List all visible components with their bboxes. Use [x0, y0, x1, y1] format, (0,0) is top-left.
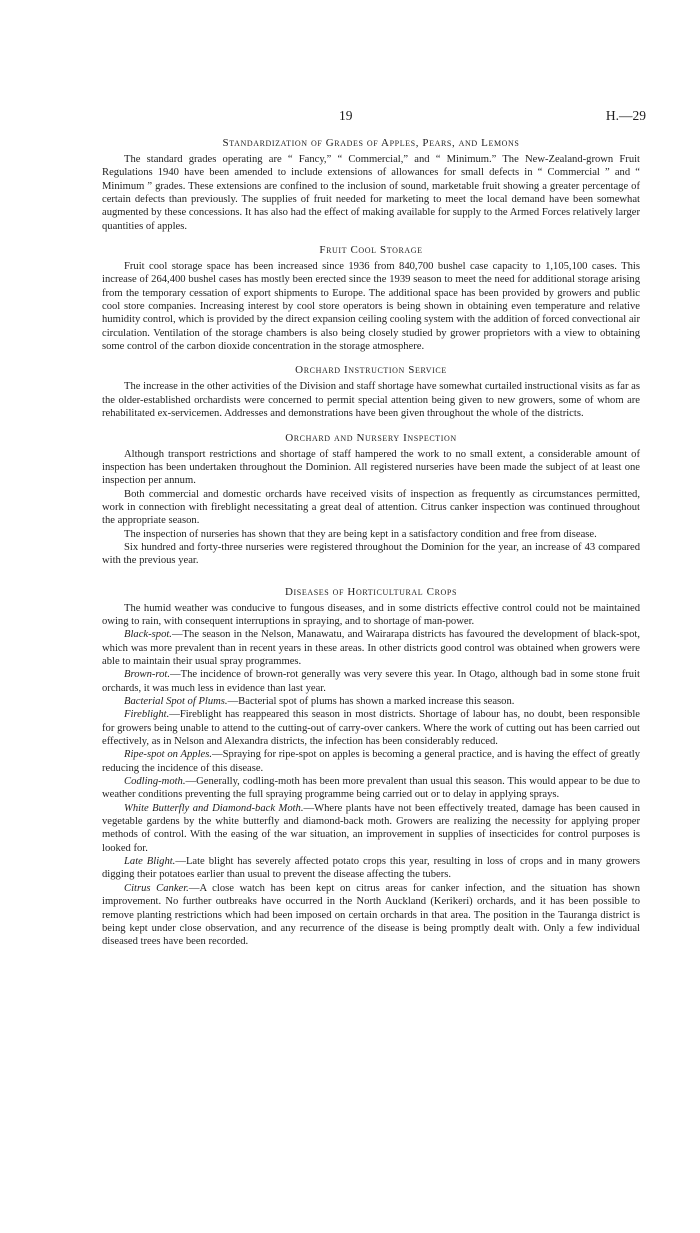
paragraph-text: Six hundred and forty-three nurseries were registered throughout the Dominion for the year, an increase of 43 compared with the previous year.	[102, 541, 640, 567]
paragraph-lead: Fireblight.	[124, 709, 170, 721]
paragraph-text: —Late blight has severely affected potato crops this year, resulting in loss of crops and in many growers digging their potatoes earlier than usual to prevent the disease affecting the tubers.	[102, 856, 641, 881]
section-heading: Orchard and Nursery Inspection	[285, 431, 457, 444]
paragraph-text: —Generally, codling-moth has been more prevalent than usual this season. This would appear to be due to weather conditions preventing the full spraying programme being carried out or to delay in applying sprays.	[102, 776, 640, 801]
page-body	[102, 137, 640, 960]
paragraph	[102, 668, 640, 695]
paragraph	[102, 488, 640, 528]
paragraph-text: —Fireblight has reappeared this season in most districts. Shortage of labour has, no doubt, been responsible for growers being unable to attend to the cutting-out of carry-over cankers. Where the work of cutting out has been carried out effectively, as in Nelson and Alexandra districts, the infection has been considerably reduced.	[102, 709, 640, 748]
paragraph	[102, 802, 640, 855]
paragraph-text: —A close watch has been kept on citrus areas for canker infection, and the situation has shown improvement. No further outbreaks have occurred in the North Auckland (Kerikeri) orchards, and it has been possible to remove planting restrictions which had been imposed on certain orchards in that area. The position in the Tauranga district is being kept under close observation, and any recurrence of the disease is being promptly dealt with. Only a few individual diseased trees have been recorded.	[102, 882, 641, 948]
section-heading: Orchard Instruction Service	[295, 364, 447, 377]
paragraph	[102, 602, 640, 629]
paragraph	[102, 541, 640, 568]
paragraph-lead: Black-spot.	[124, 629, 172, 641]
paragraph-text: —Spraying for ripe-spot on apples is becoming a general practice, and is having the effect of greatly reducing the incidence of this disease.	[102, 749, 641, 774]
paragraph-text: The humid weather was conducive to fungous diseases, and in some districts effective control could not be maintained owing to rain, with consequent interruptions in spraying, and to shortage of man-power.	[102, 602, 640, 627]
paragraph-text: —The incidence of brown-rot generally was very severe this year. In Otago, although bad in some stone fruit orchards, it was much less in evidence than last year.	[102, 669, 640, 694]
paragraph-text: —Bacterial spot of plums has shown a marked increase this season.	[227, 696, 515, 707]
paragraph-text: The increase in the other activities of the Division and staff shortage have somewhat curtailed instructional visits as far as the older-established orchardists were concerned to permit special attention being given to new growers, some of whom are rehabilitated ex-servicemen. Addresses and demonstrations have been given throughout the whole of the districts.	[102, 381, 640, 420]
paragraph-text: Both commercial and domestic orchards have received visits of inspection as frequently as circumstances permitted, work in connection with fireblight necessitating a great deal of attention. Citrus canker inspection was continued throughout the appropriate season.	[102, 488, 640, 527]
paragraph-lead: Ripe-spot on Apples.	[124, 749, 213, 761]
paragraph-text: The inspection of nurseries has shown that they are being kept in a satisfactory condition and free from disease.	[124, 528, 597, 540]
paragraph	[102, 260, 640, 353]
paragraph-text: The standard grades operating are “ Fancy,” “ Commercial,” and “ Minimum.” The New-Zealand-grown Fruit Regulations 1940 have been amended to include extensions of allowances for small defects in “ Commercial ” and “ Minimum ” grades. These extensions are confined to the inclusion of sound, marketable fruit showing a greater percentage of certain defects than previously. The supplies of fruit needed for marketing to meet the local demand have been somewhat augmented by these concessions. It has also had the effect of making available for supply to the Armed Forces relatively larger quantities of apples.	[102, 154, 640, 232]
paragraph-lead: Late Blight.	[124, 856, 176, 868]
paragraph	[102, 855, 640, 882]
paragraph	[102, 153, 640, 233]
page-header	[0, 108, 700, 124]
section-heading: Standardization of Grades of Apples, Pears, and Lemons	[222, 137, 520, 149]
section	[102, 244, 640, 353]
paragraph-text: Fruit cool storage space has been increased since 1936 from 840,700 bushel case capacity to 1,105,100 cases. This increase of 264,400 bushel cases has mostly been erected since the 1939 season to meet the need for additional storage arising from the temporary cessation of export shipments to Europe. The additional space has been provided by growers and public cool store companies. Increasing interest by cool store operators is being shown in obtaining even temperature and relative humidity control, which is provided by the direct expansion ceiling cooling system with the addition of forced convectional air circulation. Ventilation of the storage chambers is also being closely studied by grower proprietors with a view to obtaining some control of the carbon dioxide concentration in the storage atmosphere.	[102, 261, 640, 353]
section-heading: Fruit Cool Storage	[319, 244, 423, 257]
paragraph-text: —Where plants have not been effectively treated, damage has been caused in vegetable gardens by the white butterfly and diamond-back moth. Growers are realizing the necessity for applying proper methods of control. With the easing of the war situation, an improvement in supplies of insecticides for control purposes is looked for.	[102, 802, 640, 854]
paragraph-lead: Brown-rot.	[124, 669, 171, 681]
section	[102, 586, 640, 949]
section	[102, 137, 640, 233]
paragraph-lead: Codling-moth.	[124, 776, 186, 788]
paragraph-lead: Bacterial Spot of Plums.	[124, 696, 228, 707]
paragraph	[102, 748, 640, 775]
paragraph-text: —The season in the Nelson, Manawatu, and Wairarapa districts has favoured the development of black-spot, which was more prevalent than in recent years in these areas. In other districts good control was obtained when growers were able to maintain their usual spray programmes.	[102, 629, 640, 667]
paragraph	[102, 882, 640, 949]
paragraph-lead: Citrus Canker.	[124, 882, 189, 894]
paragraph-text: Although transport restrictions and shortage of staff hampered the work to no small extent, a considerable amount of inspection has been undertaken throughout the Dominion. All registered nurseries have been made the subject of at least one inspection per annum.	[102, 448, 640, 487]
paragraph	[102, 775, 640, 802]
paragraph-lead: White Butterfly and Diamond-back Moth.	[124, 802, 304, 814]
section-heading: Diseases of Horticultural Crops	[285, 585, 457, 598]
paragraph	[102, 380, 640, 420]
document-reference: H.—29	[605, 108, 646, 123]
paragraph	[102, 695, 640, 708]
section	[102, 364, 640, 420]
paragraph	[102, 628, 640, 668]
paragraph	[102, 448, 640, 488]
page-number: 19	[339, 108, 353, 123]
paragraph	[102, 708, 640, 748]
section	[102, 432, 640, 568]
paragraph	[102, 528, 640, 541]
